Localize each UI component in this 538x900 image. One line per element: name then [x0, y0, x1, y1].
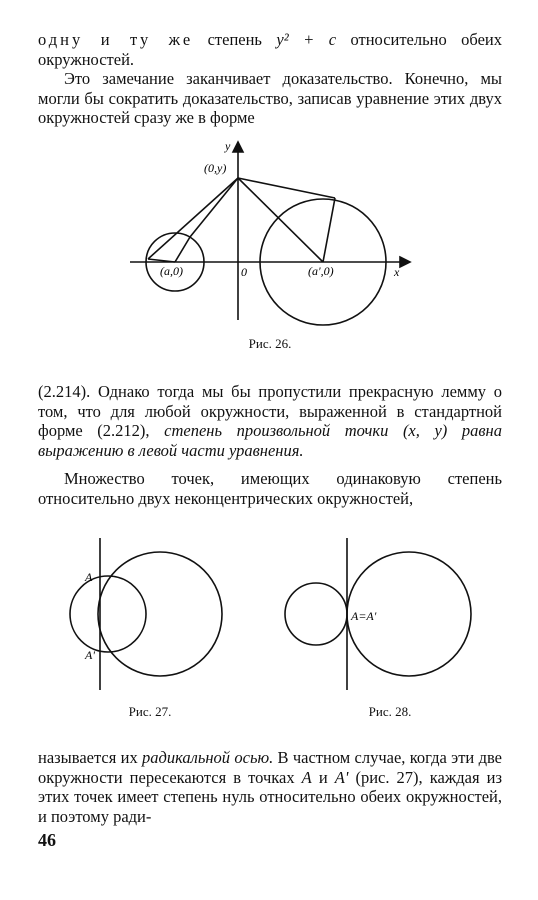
figure-28 — [275, 530, 485, 700]
figure-26 — [100, 138, 420, 338]
tangent-line-left-inner — [190, 178, 238, 237]
paragraph-5 — [38, 748, 502, 826]
math-expression: y² + c — [276, 30, 337, 49]
figure-26-caption: Рис. 26. — [248, 336, 292, 351]
tangent-line-left — [148, 178, 238, 259]
small-circle — [70, 576, 146, 652]
label-y: y — [225, 139, 231, 153]
label-x: x — [394, 265, 400, 279]
radius-small — [175, 237, 190, 262]
tangent-line-right — [238, 178, 335, 198]
large-circle — [98, 552, 222, 676]
paragraph-1 — [38, 30, 502, 69]
text: (2.214). Однако тогда мы бы пропустили прекрасную лемму о том, что для любой окружности, выраженной в стандартной форме (2.212), — [38, 382, 502, 440]
figure-26-diagram — [100, 138, 420, 338]
text: Это замечание заканчивает доказательство. Конечно, мы могли бы сократить доказательство, записав уравнение этих двух окружностей сразу же в форме — [38, 69, 502, 127]
text: В частном случае, когда эти две окружности пересекаются в точках — [38, 748, 502, 787]
label-a-prime: (a',0) — [308, 264, 334, 278]
line-to-center — [238, 178, 323, 262]
figure-27-caption: Рис. 27. — [128, 704, 172, 719]
label-a: (a,0) — [160, 264, 183, 278]
italic-term: радикальной осью. — [142, 748, 274, 767]
page-number: 46 — [38, 830, 56, 850]
label-A-equals-A-prime: A=A' — [351, 609, 377, 623]
label-top-point: (0,y) — [204, 161, 227, 175]
paragraph-4 — [38, 469, 502, 508]
text: называется их — [38, 748, 143, 767]
point-A: A — [301, 767, 312, 787]
text: степень — [193, 30, 277, 49]
x-axis-arrow — [400, 257, 410, 267]
y-axis-arrow — [233, 142, 243, 152]
italic-text: степень произвольной точки (x, y) равна выражению в левой части уравнения. — [38, 421, 502, 460]
spaced-phrase: одну и ту же — [38, 30, 194, 49]
label-A: A — [85, 570, 93, 584]
text: относительно обеих окружностей. — [38, 30, 502, 69]
paragraph-3 — [38, 382, 502, 460]
text: и — [311, 767, 335, 787]
label-A-prime: A' — [85, 648, 95, 662]
paragraph-2 — [38, 69, 502, 128]
figure-28-diagram — [275, 530, 485, 700]
text: Множество точек, имеющих одинаковую степень относительно двух неконцентрических окружностей, — [38, 469, 502, 508]
figure-27-diagram — [60, 530, 230, 700]
label-origin: 0 — [241, 265, 247, 279]
figure-27 — [60, 530, 230, 700]
small-circle — [285, 583, 347, 645]
radius-large — [323, 198, 335, 262]
figure-28-caption: Рис. 28. — [368, 704, 412, 719]
text: (рис. 27), каждая из этих точек имеет степень нуль относительно обеих окружностей, и поэтому ради- — [38, 767, 502, 826]
point-A-prime: A' — [334, 767, 349, 787]
